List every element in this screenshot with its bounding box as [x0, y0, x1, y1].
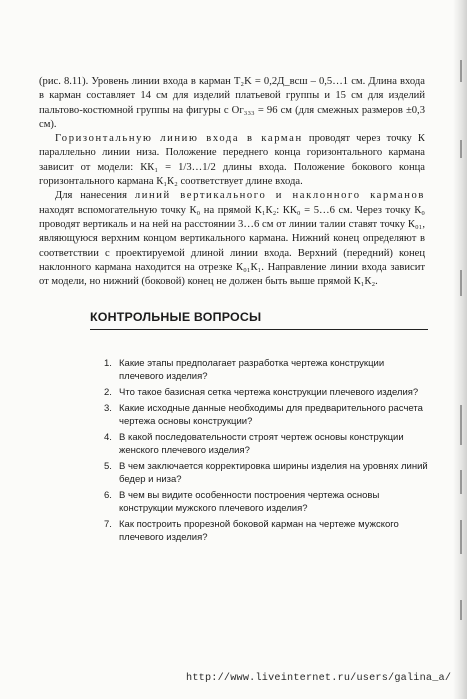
question-number: 3. — [104, 403, 112, 415]
question-number: 2. — [104, 387, 112, 399]
questions-list — [104, 357, 428, 544]
question-text: В чем вы видите особенности построения чертежа основы конструкции мужского плечевого изделия? — [119, 490, 380, 515]
question-item — [104, 431, 428, 457]
question-number: 6. — [104, 490, 112, 502]
question-number: 7. — [104, 519, 112, 531]
paragraph-text-lead: Для нанесения — [55, 190, 135, 202]
question-text: Что такое базисная сетка чертежа конструкции плечевого изделия? — [119, 387, 419, 399]
question-item — [104, 402, 428, 428]
question-text: В чем заключается корректировка ширины изделия на уровнях линий бедер и низа? — [119, 461, 428, 486]
paragraph-horizontal-pocket — [39, 132, 425, 189]
spaced-term: линий вертикального и наклонного карманов — [134, 190, 425, 202]
paragraph-text: находят вспомогательную точку К₀ на прямой К₁К₂: КК₀ = 5…6 см. Через точку К₀ проводят вертикаль и на ней на расстоянии 3…6 см от линии талии ставят точку К₀₁, являющуюся верхним концом вертикального кармана. Нижний конец определяют в соответствии с проектируемой длиной линии входа. Верхний (передний) конец наклонного кармана находится на отрезке К₀₁К₁. Направление линии входа зависит от модели, но нижний (боковой) конец не должен быть выше прямой К₁К₂. — [39, 204, 425, 288]
question-text: Как построить прорезной боковой карман на чертеже мужского плечевого изделия? — [119, 519, 399, 544]
question-text: Какие этапы предполагает разработка чертежа конструкции плечевого изделия? — [119, 358, 385, 383]
spaced-term: Горизонтальную линию входа в карман — [55, 133, 303, 145]
question-item — [104, 357, 428, 383]
question-item — [104, 489, 428, 515]
paragraph-pocket-entry-level — [39, 75, 425, 132]
section-header — [90, 310, 428, 330]
question-item — [104, 460, 428, 486]
question-number: 1. — [104, 358, 112, 370]
question-text: В какой последовательности строят чертеж основы конструкции женского плечевого изделия? — [119, 432, 404, 457]
footer-url: http://www.liveinternet.ru/users/galina_a/ — [186, 673, 452, 684]
question-number: 5. — [104, 461, 112, 473]
question-item — [104, 386, 428, 399]
page-body — [39, 75, 428, 547]
question-text: Какие исходные данные необходимы для предварительного расчета чертежа основы конструкции? — [119, 403, 423, 428]
paragraph-text: (рис. 8.11). Уровень линии входа в карман T₂K = 0,2Д_всш – 0,5…1 см. Длина входа в карман составляет 14 см для изделий платьевой группы и 15 см для изделий пальтово-костюмной группы на фигуры с Ог₃₃₃ = 96 см (для смежных размеров ±0,3 см). — [39, 76, 425, 130]
scan-edge-shadow — [453, 0, 467, 699]
paragraph-vertical-pocket — [39, 189, 425, 289]
question-item — [104, 518, 428, 544]
paragraph-text: проводят через точку К параллельно линии низа. Положение переднего конца горизонтального кармана зависит от модели: КК₁ = 1/3…1/2 длины входа. Положение бокового конца горизонтального кармана К₁К₂ соответствует длине входа. — [39, 133, 425, 188]
question-number: 4. — [104, 432, 112, 444]
heading-rule — [90, 329, 428, 330]
section-heading: КОНТРОЛЬНЫЕ ВОПРОСЫ — [90, 310, 262, 325]
